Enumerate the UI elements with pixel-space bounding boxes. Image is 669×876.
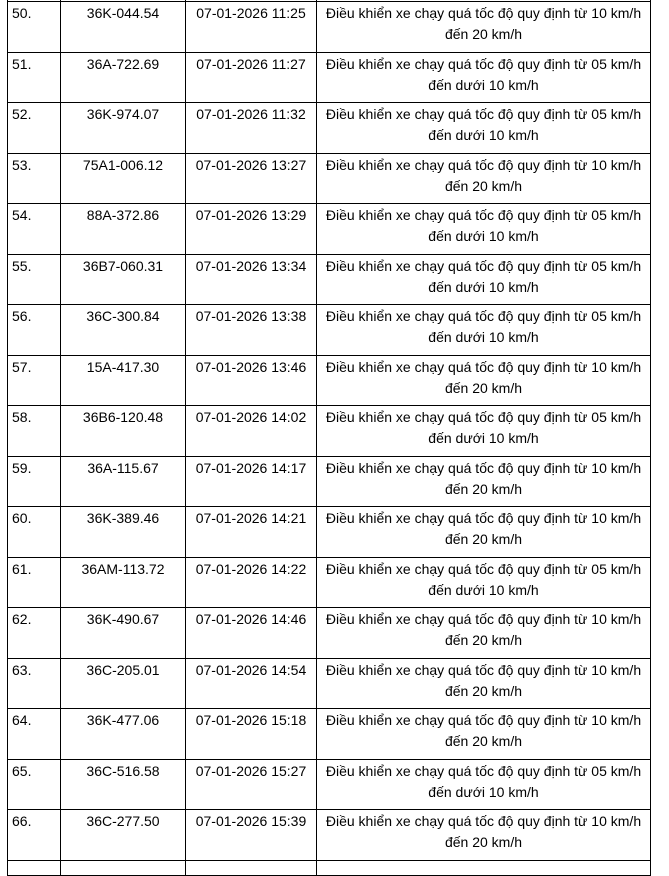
violation-description-cell: Điều khiển xe chạy quá tốc độ quy định từ 05 km/h đến dưới 10 km/h [317, 103, 651, 154]
violation-description-cell: Điều khiển xe chạy quá tốc độ quy định từ 10 km/h đến 20 km/h [317, 658, 651, 709]
violation-row [8, 355, 651, 406]
row-index-cell: 60. [8, 507, 61, 558]
license-plate-cell: 36K-974.07 [61, 103, 186, 154]
row-index-cell: 59. [8, 456, 61, 507]
license-plate-cell: 36C-277.50 [61, 810, 186, 861]
license-plate-cell: 36A-115.67 [61, 456, 186, 507]
violation-datetime-cell: 07-01-2026 14:46 [186, 608, 317, 659]
violation-datetime-cell: 07-01-2026 15:27 [186, 759, 317, 810]
license-plate-cell: 36K-044.54 [61, 2, 186, 53]
violation-datetime-cell: 07-01-2026 13:29 [186, 204, 317, 255]
violation-row [8, 254, 651, 305]
violation-row [8, 153, 651, 204]
license-plate-cell: 36K-389.46 [61, 507, 186, 558]
license-plate-cell: 36C-516.58 [61, 759, 186, 810]
violation-description-cell: Điều khiển xe chạy quá tốc độ quy định từ 10 km/h đến 20 km/h [317, 2, 651, 53]
violations-table [7, 0, 651, 876]
row-index-cell: 50. [8, 2, 61, 53]
violation-row [8, 658, 651, 709]
row-index-cell: 65. [8, 759, 61, 810]
row-index-cell: 66. [8, 810, 61, 861]
violation-description-cell: Điều khiển xe chạy quá tốc độ quy định từ 10 km/h đến 20 km/h [317, 355, 651, 406]
row-index-cell: 64. [8, 709, 61, 760]
license-plate-cell: 36C-300.84 [61, 305, 186, 356]
violation-row [8, 204, 651, 255]
violation-row [8, 52, 651, 103]
license-plate-cell [61, 860, 186, 875]
row-index-cell: 63. [8, 658, 61, 709]
clipped-row-bottom [8, 860, 651, 875]
violation-row [8, 608, 651, 659]
violation-row [8, 2, 651, 53]
row-index-cell: 52. [8, 103, 61, 154]
violation-row [8, 456, 651, 507]
violation-datetime-cell: 07-01-2026 14:02 [186, 406, 317, 457]
violation-row [8, 557, 651, 608]
row-index-cell: 57. [8, 355, 61, 406]
row-index-cell: 54. [8, 204, 61, 255]
violation-description-cell: Điều khiển xe chạy quá tốc độ quy định từ 10 km/h đến 20 km/h [317, 608, 651, 659]
license-plate-cell: 36K-477.06 [61, 709, 186, 760]
license-plate-cell: 36C-205.01 [61, 658, 186, 709]
violation-datetime-cell: 07-01-2026 11:25 [186, 2, 317, 53]
violation-description-cell: Điều khiển xe chạy quá tốc độ quy định từ 05 km/h đến dưới 10 km/h [317, 305, 651, 356]
violation-row [8, 759, 651, 810]
violation-datetime-cell: 07-01-2026 15:39 [186, 810, 317, 861]
row-index-cell: 58. [8, 406, 61, 457]
violation-description-cell: Điều khiển xe chạy quá tốc độ quy định từ 10 km/h đến 20 km/h [317, 456, 651, 507]
violation-description-cell: Điều khiển xe chạy quá tốc độ quy định từ 10 km/h đến 20 km/h [317, 507, 651, 558]
violation-row [8, 507, 651, 558]
row-index-cell: 51. [8, 52, 61, 103]
row-index-cell [8, 860, 61, 875]
violation-description-cell: Điều khiển xe chạy quá tốc độ quy định từ 05 km/h đến dưới 10 km/h [317, 254, 651, 305]
violation-description-cell: Điều khiển xe chạy quá tốc độ quy định từ 05 km/h đến dưới 10 km/h [317, 52, 651, 103]
violation-row [8, 305, 651, 356]
violation-datetime-cell [186, 860, 317, 875]
violation-datetime-cell: 07-01-2026 14:21 [186, 507, 317, 558]
violation-datetime-cell: 07-01-2026 13:27 [186, 153, 317, 204]
violations-table-body [8, 0, 651, 875]
violation-description-cell: Điều khiển xe chạy quá tốc độ quy định từ 05 km/h đến dưới 10 km/h [317, 557, 651, 608]
license-plate-cell: 36AM-113.72 [61, 557, 186, 608]
violation-row [8, 103, 651, 154]
violation-description-cell: Điều khiển xe chạy quá tốc độ quy định từ 10 km/h đến 20 km/h [317, 153, 651, 204]
violation-row [8, 709, 651, 760]
violation-description-cell: Điều khiển xe chạy quá tốc độ quy định từ 10 km/h đến 20 km/h [317, 810, 651, 861]
violation-description-cell [317, 860, 651, 875]
license-plate-cell: 15A-417.30 [61, 355, 186, 406]
violation-datetime-cell: 07-01-2026 11:27 [186, 52, 317, 103]
violation-row [8, 406, 651, 457]
violation-description-cell: Điều khiển xe chạy quá tốc độ quy định từ 05 km/h đến dưới 10 km/h [317, 759, 651, 810]
violation-description-cell: Điều khiển xe chạy quá tốc độ quy định từ 05 km/h đến dưới 10 km/h [317, 204, 651, 255]
row-index-cell: 56. [8, 305, 61, 356]
violation-datetime-cell: 07-01-2026 14:22 [186, 557, 317, 608]
license-plate-cell: 36B7-060.31 [61, 254, 186, 305]
violation-datetime-cell: 07-01-2026 11:32 [186, 103, 317, 154]
violation-description-cell: Điều khiển xe chạy quá tốc độ quy định từ 05 km/h đến dưới 10 km/h [317, 406, 651, 457]
violation-datetime-cell: 07-01-2026 13:46 [186, 355, 317, 406]
license-plate-cell: 75A1-006.12 [61, 153, 186, 204]
violation-datetime-cell: 07-01-2026 14:54 [186, 658, 317, 709]
row-index-cell: 61. [8, 557, 61, 608]
row-index-cell: 62. [8, 608, 61, 659]
violation-row [8, 810, 651, 861]
row-index-cell: 53. [8, 153, 61, 204]
license-plate-cell: 36B6-120.48 [61, 406, 186, 457]
violation-datetime-cell: 07-01-2026 13:34 [186, 254, 317, 305]
violation-description-cell: Điều khiển xe chạy quá tốc độ quy định từ 10 km/h đến 20 km/h [317, 709, 651, 760]
license-plate-cell: 36A-722.69 [61, 52, 186, 103]
violation-datetime-cell: 07-01-2026 15:18 [186, 709, 317, 760]
row-index-cell: 55. [8, 254, 61, 305]
license-plate-cell: 36K-490.67 [61, 608, 186, 659]
violation-table-section [7, 0, 657, 876]
license-plate-cell: 88A-372.86 [61, 204, 186, 255]
violation-datetime-cell: 07-01-2026 14:17 [186, 456, 317, 507]
violation-datetime-cell: 07-01-2026 13:38 [186, 305, 317, 356]
